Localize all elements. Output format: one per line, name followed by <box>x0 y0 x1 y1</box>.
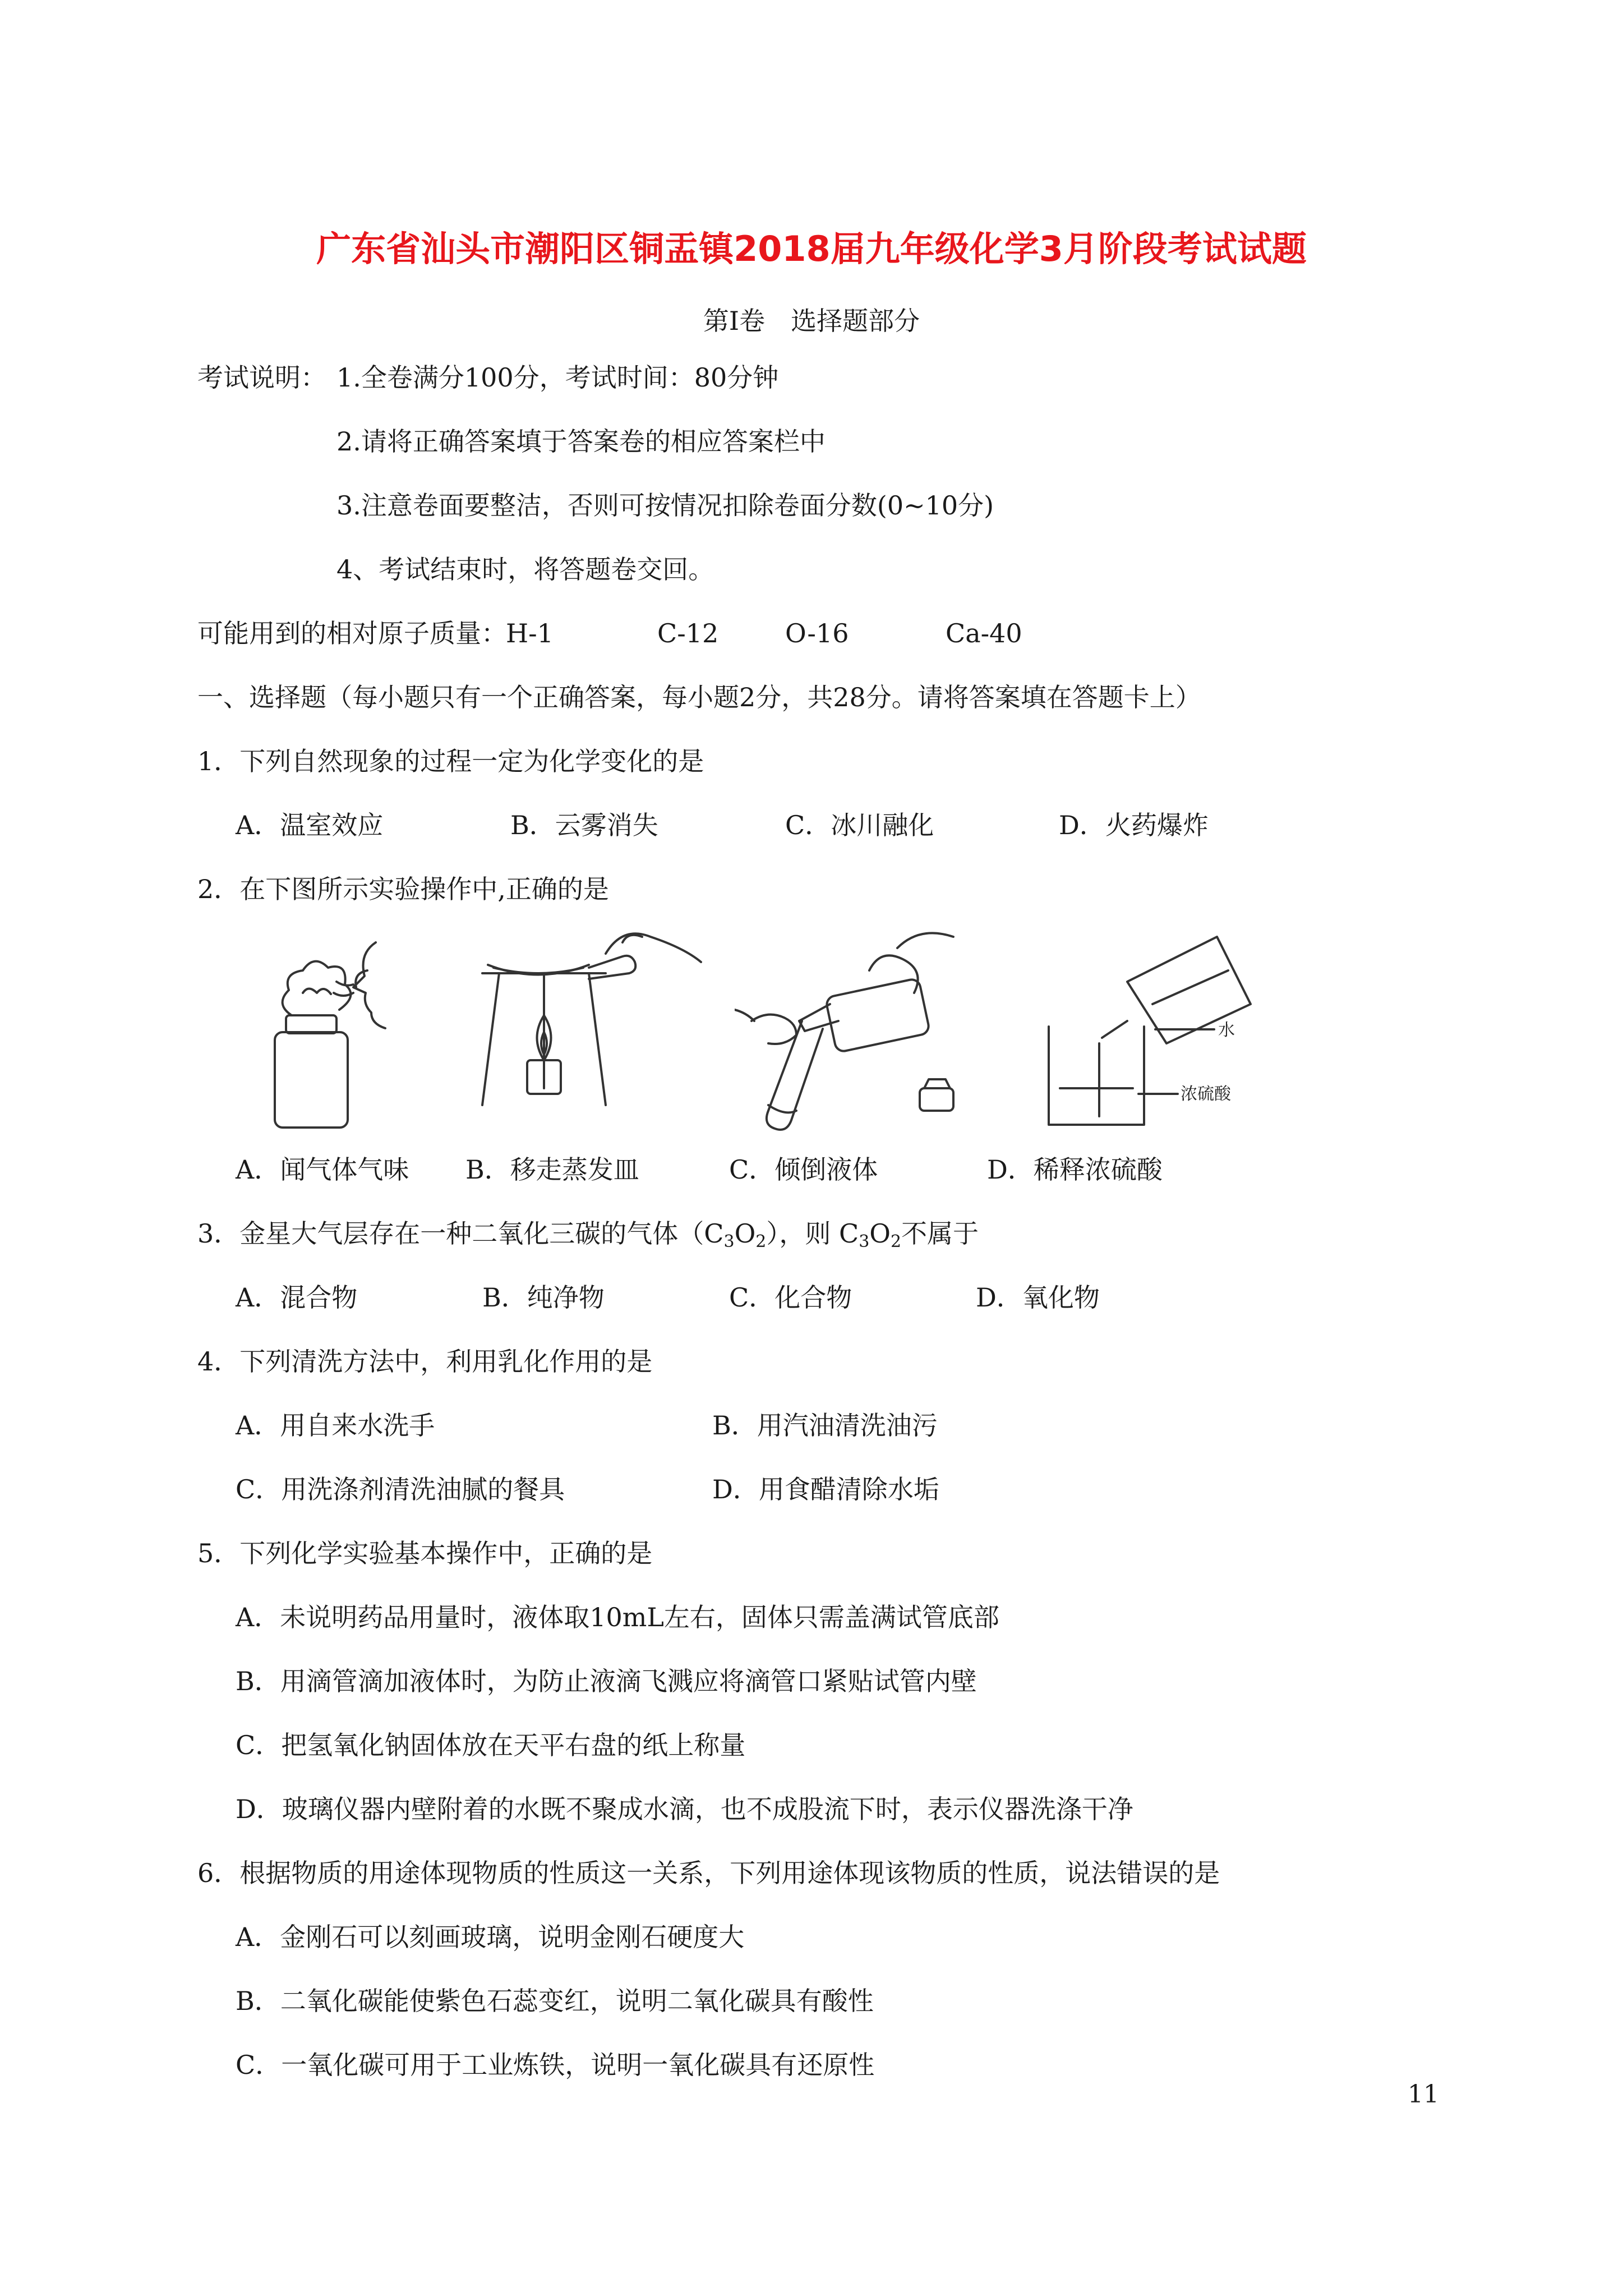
atomic-mass-o: O-16 <box>785 618 849 648</box>
q4-option-c: C．用洗涤剂清洗油腻的餐具 <box>236 1474 565 1504</box>
question-6-stem: 6．根据物质的用途体现物质的性质这一关系，下列用途体现该物质的性质，说法错误的是 <box>197 1858 1220 1888</box>
q2-option-a: A．闻气体气味 <box>236 1154 409 1185</box>
q6-option-a: A．金刚石可以刻画玻璃，说明金刚石硬度大 <box>236 1922 745 1952</box>
atomic-mass-c: C-12 <box>657 618 719 648</box>
figure-smell-gas <box>247 931 415 1133</box>
figure-pouring-liquid <box>735 926 970 1139</box>
q5-option-b: B．用滴管滴加液体时，为防止液滴飞溅应将滴管口紧贴试管内壁 <box>236 1666 977 1696</box>
q1-option-d: D．火药爆炸 <box>1059 810 1209 840</box>
instruction-item-4: 4、考试结束时，将答题卷交回。 <box>336 554 714 585</box>
instructions-label: 考试说明： <box>197 362 326 393</box>
q4-option-d: D．用食醋清除水垢 <box>712 1474 939 1504</box>
q3-option-d: D．氧化物 <box>976 1282 1100 1313</box>
page-title: 广东省汕头市潮阳区铜盂镇2018届九年级化学3月阶段考试试题 <box>316 228 1307 269</box>
instruction-item-2: 2.请将正确答案填于答案卷的相应答案栏中 <box>336 426 826 457</box>
q2-option-d: D．稀释浓硫酸 <box>987 1154 1163 1185</box>
question-3-stem: 3．金星大气层存在一种二氧化三碳的气体$(C_3O_2)$，则 $C_3O_2$不属于 <box>197 1218 979 1251</box>
question-2-stem: 2．在下图所示实验操作中,正确的是 <box>197 874 609 904</box>
figure-dilute-acid <box>1043 926 1290 1133</box>
figure-label-water: 水 <box>1218 1020 1235 1040</box>
question-1-stem: 1．下列自然现象的过程一定为化学变化的是 <box>197 746 704 776</box>
q1-option-a: A．温室效应 <box>236 810 384 840</box>
atomic-mass-h: H-1 <box>506 618 554 648</box>
q6-option-c: C．一氧化碳可用于工业炼铁，说明一氧化碳具有还原性 <box>236 2050 875 2080</box>
q4-option-b: B．用汽油清洗油污 <box>712 1410 938 1441</box>
q4-option-a: A．用自来水洗手 <box>236 1410 435 1441</box>
q1-option-b: B．云雾消失 <box>510 810 658 840</box>
atomic-mass-label: 可能用到的相对原子质量： <box>197 618 507 648</box>
atomic-mass-ca: Ca-40 <box>946 618 1022 648</box>
q3-option-a: A．混合物 <box>236 1282 358 1313</box>
question-4-stem: 4．下列清洗方法中，利用乳化作用的是 <box>197 1346 653 1377</box>
instruction-item-3: 3.注意卷面要整洁，否则可按情况扣除卷面分数(0~10分) <box>336 490 994 521</box>
q1-option-c: C．冰川融化 <box>785 810 934 840</box>
figure-evaporating-dish <box>477 920 712 1144</box>
figure-label-acid: 浓硫酸 <box>1181 1084 1231 1104</box>
q3-option-c: C．化合物 <box>729 1282 852 1313</box>
q2-option-b: B．移走蒸发皿 <box>465 1154 639 1185</box>
section-heading: 一、选择题（每小题只有一个正确答案，每小题2分，共28分。请将答案填在答题卡上） <box>197 682 1201 712</box>
page-number: 11 <box>1408 2080 1439 2109</box>
q5-option-a: A．未说明药品用量时，液体取10mL左右，固体只需盖满试管底部 <box>236 1602 999 1632</box>
q3-option-b: B．纯净物 <box>482 1282 605 1313</box>
question-5-stem: 5．下列化学实验基本操作中，正确的是 <box>197 1538 653 1568</box>
q5-option-d: D．玻璃仪器内壁附着的水既不聚成水滴，也不成股流下时，表示仪器洗涤干净 <box>236 1794 1133 1824</box>
q2-option-c: C．倾倒液体 <box>729 1154 878 1185</box>
q5-option-c: C．把氢氧化钠固体放在天平右盘的纸上称量 <box>236 1730 746 1760</box>
q6-option-b: B．二氧化碳能使紫色石蕊变红，说明二氧化碳具有酸性 <box>236 1986 874 2016</box>
instruction-item-1: 1.全卷满分100分，考试时间：80分钟 <box>336 362 779 393</box>
section-subtitle: 第Ⅰ卷 选择题部分 <box>703 306 920 336</box>
